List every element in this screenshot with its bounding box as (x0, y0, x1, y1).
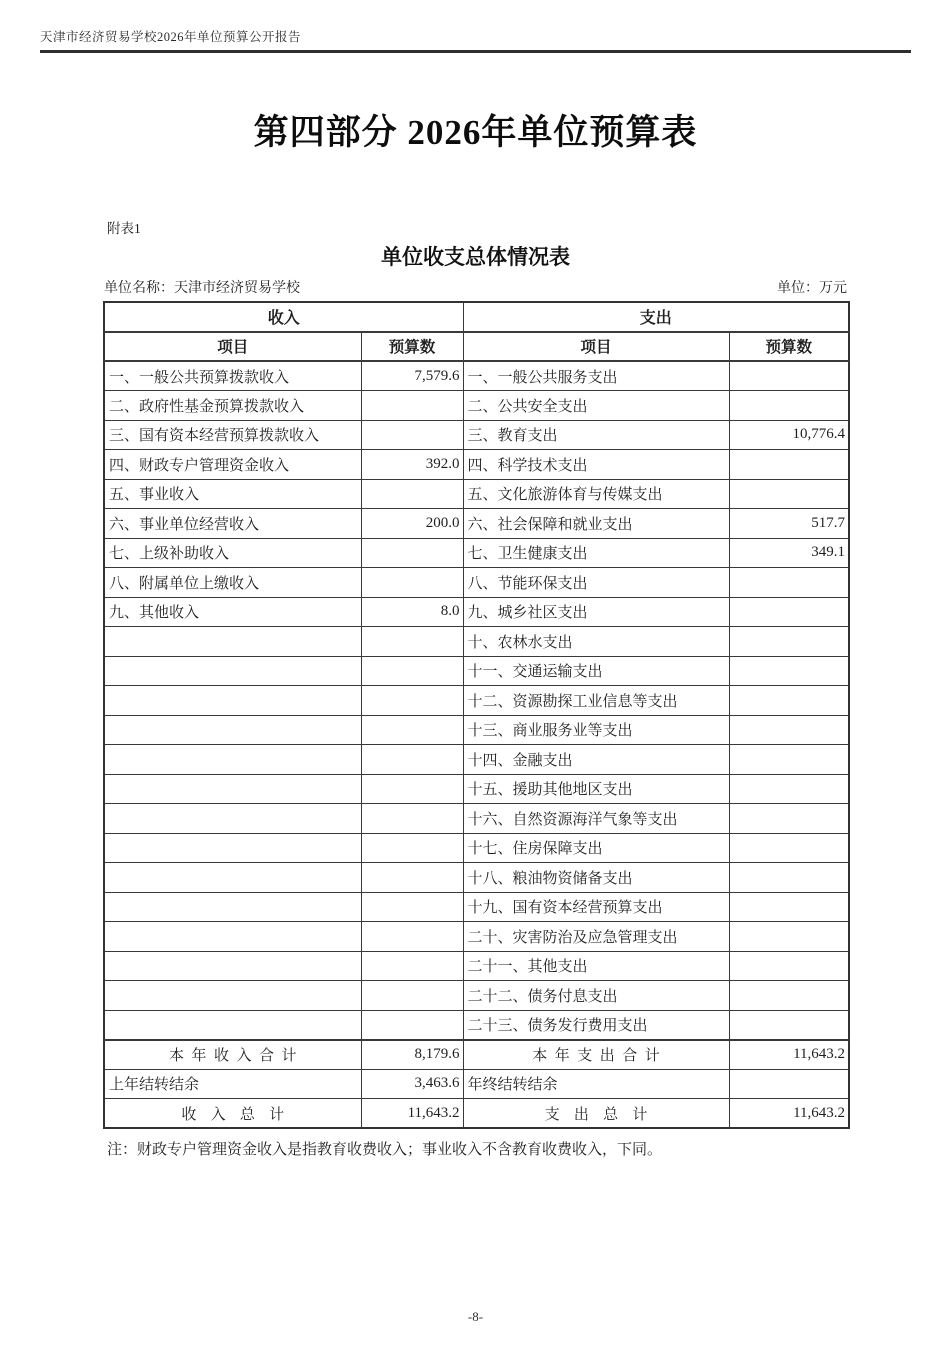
expense-value-cell: 517.7 (729, 509, 849, 539)
table-row (104, 420, 849, 450)
expense-value-cell (729, 745, 849, 775)
expense-item-cell: 十八、粮油物资储备支出 (463, 863, 729, 893)
income-grand-total-label: 收入总计 (104, 1099, 361, 1129)
expense-value-cell (729, 774, 849, 804)
income-value-cell: 392.0 (361, 450, 463, 480)
income-item-cell: 一、一般公共预算拨款收入 (104, 361, 361, 391)
expense-item-cell: 二十三、债务发行费用支出 (463, 1010, 729, 1040)
income-item-cell (104, 804, 361, 834)
income-value-cell (361, 745, 463, 775)
income-value-cell (361, 774, 463, 804)
expense-item-cell: 七、卫生健康支出 (463, 538, 729, 568)
income-value-cell (361, 922, 463, 952)
carryover-expense-label: 年终结转结余 (463, 1069, 729, 1099)
table-row (104, 450, 849, 480)
expense-total-value: 11,643.2 (729, 1040, 849, 1070)
income-total-value: 8,179.6 (361, 1040, 463, 1070)
income-value-cell (361, 715, 463, 745)
income-value-cell (361, 686, 463, 716)
expense-item-cell: 十、农林水支出 (463, 627, 729, 657)
income-section-header: 收入 (104, 302, 463, 332)
expense-value-cell (729, 479, 849, 509)
carryover-row (104, 1069, 849, 1099)
expense-value-cell (729, 568, 849, 598)
expense-value-cell (729, 1010, 849, 1040)
table-row (104, 892, 849, 922)
header-rule (40, 50, 911, 53)
expense-section-header: 支出 (463, 302, 849, 332)
table-row (104, 391, 849, 421)
income-item-cell (104, 656, 361, 686)
table-title: 单位收支总体情况表 (381, 246, 570, 269)
income-value-cell (361, 420, 463, 450)
expense-total-label: 本年支出合计 (463, 1040, 729, 1070)
table-row (104, 656, 849, 686)
expense-value-cell: 349.1 (729, 538, 849, 568)
income-value-cell (361, 568, 463, 598)
expense-item-cell: 十九、国有资本经营预算支出 (463, 892, 729, 922)
table-row (104, 479, 849, 509)
income-value-cell: 7,579.6 (361, 361, 463, 391)
expense-value-cell (729, 450, 849, 480)
income-item-cell: 六、事业单位经营收入 (104, 509, 361, 539)
expense-item-cell: 六、社会保障和就业支出 (463, 509, 729, 539)
unit-name-label: 单位名称：天津市经济贸易学校 (104, 279, 300, 295)
income-value-cell (361, 863, 463, 893)
income-value-cell (361, 479, 463, 509)
expense-item-cell: 八、节能环保支出 (463, 568, 729, 598)
expense-item-cell: 二十二、债务付息支出 (463, 981, 729, 1011)
income-item-cell (104, 981, 361, 1011)
income-item-cell (104, 951, 361, 981)
income-item-cell (104, 745, 361, 775)
expense-value-cell (729, 656, 849, 686)
table-row (104, 951, 849, 981)
income-item-header: 项目 (104, 332, 361, 362)
income-value-cell: 200.0 (361, 509, 463, 539)
expense-value-cell (729, 597, 849, 627)
expense-grand-total-label: 支出总计 (463, 1099, 729, 1129)
table-row (104, 774, 849, 804)
page-number: -8- (467, 1309, 484, 1324)
document-header-title: 天津市经济贸易学校2026年单位预算公开报告 (40, 30, 302, 44)
income-value-cell (361, 627, 463, 657)
expense-item-cell: 十四、金融支出 (463, 745, 729, 775)
expense-item-cell: 四、科学技术支出 (463, 450, 729, 480)
expense-item-cell: 十五、援助其他地区支出 (463, 774, 729, 804)
expense-value-cell (729, 686, 849, 716)
income-value-cell (361, 892, 463, 922)
income-item-cell (104, 863, 361, 893)
table-row (104, 922, 849, 952)
table-body (104, 361, 849, 1040)
table-row (104, 627, 849, 657)
expense-item-cell: 十六、自然资源海洋气象等支出 (463, 804, 729, 834)
expense-item-header: 项目 (463, 332, 729, 362)
income-item-cell: 五、事业收入 (104, 479, 361, 509)
unit-of-measure-label: 单位：万元 (777, 279, 847, 295)
income-value-cell (361, 951, 463, 981)
section-header-row (104, 302, 849, 332)
income-item-cell (104, 1010, 361, 1040)
page-title: 第四部分 2026年单位预算表 (253, 113, 698, 152)
income-item-cell: 二、政府性基金预算拨款收入 (104, 391, 361, 421)
table-note: 注：财政专户管理资金收入是指教育收费收入；事业收入不含教育收费收入，下同。 (107, 1142, 663, 1158)
income-item-cell (104, 892, 361, 922)
expense-value-cell (729, 391, 849, 421)
table-row (104, 538, 849, 568)
carryover-income-value: 3,463.6 (361, 1069, 463, 1099)
expense-item-cell: 二十一、其他支出 (463, 951, 729, 981)
income-item-cell (104, 627, 361, 657)
column-header-row (104, 332, 849, 362)
income-total-label: 本年收入合计 (104, 1040, 361, 1070)
expense-value-cell (729, 833, 849, 863)
table-row (104, 686, 849, 716)
expense-value-cell (729, 981, 849, 1011)
expense-value-cell (729, 715, 849, 745)
expense-item-cell: 二十、灾害防治及应急管理支出 (463, 922, 729, 952)
expense-item-cell: 二、公共安全支出 (463, 391, 729, 421)
income-value-cell: 8.0 (361, 597, 463, 627)
expense-value-cell (729, 922, 849, 952)
expense-value-cell (729, 863, 849, 893)
income-grand-total-value: 11,643.2 (361, 1099, 463, 1129)
income-value-cell (361, 981, 463, 1011)
income-item-cell: 七、上级补助收入 (104, 538, 361, 568)
expense-item-cell: 十七、住房保障支出 (463, 833, 729, 863)
income-value-cell (361, 833, 463, 863)
expense-item-cell: 十三、商业服务业等支出 (463, 715, 729, 745)
income-item-cell: 三、国有资本经营预算拨款收入 (104, 420, 361, 450)
carryover-expense-value (729, 1069, 849, 1099)
income-item-cell: 八、附属单位上缴收入 (104, 568, 361, 598)
expense-item-cell: 一、一般公共服务支出 (463, 361, 729, 391)
table-row (104, 745, 849, 775)
table-row (104, 568, 849, 598)
income-item-cell: 九、其他收入 (104, 597, 361, 627)
expense-value-cell (729, 892, 849, 922)
income-value-cell (361, 804, 463, 834)
table-row (104, 981, 849, 1011)
income-item-cell (104, 715, 361, 745)
attachment-label: 附表1 (107, 221, 141, 236)
expense-value-cell (729, 627, 849, 657)
expense-value-cell (729, 361, 849, 391)
annual-total-row (104, 1040, 849, 1070)
expense-item-cell: 五、文化旅游体育与传媒支出 (463, 479, 729, 509)
table-meta-row (104, 277, 847, 297)
grand-total-row (104, 1099, 849, 1129)
table-row (104, 597, 849, 627)
expense-grand-total-value: 11,643.2 (729, 1099, 849, 1129)
table-row (104, 715, 849, 745)
income-item-cell (104, 922, 361, 952)
expense-value-cell (729, 951, 849, 981)
income-item-cell (104, 686, 361, 716)
table-row (104, 804, 849, 834)
income-value-cell (361, 538, 463, 568)
expense-value-cell: 10,776.4 (729, 420, 849, 450)
table-row (104, 1010, 849, 1040)
budget-table (103, 301, 850, 1129)
expense-item-cell: 三、教育支出 (463, 420, 729, 450)
income-budget-header: 预算数 (361, 332, 463, 362)
expense-item-cell: 十一、交通运输支出 (463, 656, 729, 686)
expense-item-cell: 九、城乡社区支出 (463, 597, 729, 627)
income-value-cell (361, 656, 463, 686)
table-row (104, 833, 849, 863)
income-item-cell (104, 774, 361, 804)
table-row (104, 863, 849, 893)
expense-value-cell (729, 804, 849, 834)
table-row (104, 509, 849, 539)
income-value-cell (361, 1010, 463, 1040)
income-item-cell (104, 833, 361, 863)
carryover-income-label: 上年结转结余 (104, 1069, 361, 1099)
expense-budget-header: 预算数 (729, 332, 849, 362)
income-value-cell (361, 391, 463, 421)
expense-item-cell: 十二、资源勘探工业信息等支出 (463, 686, 729, 716)
table-row (104, 361, 849, 391)
income-item-cell: 四、财政专户管理资金收入 (104, 450, 361, 480)
